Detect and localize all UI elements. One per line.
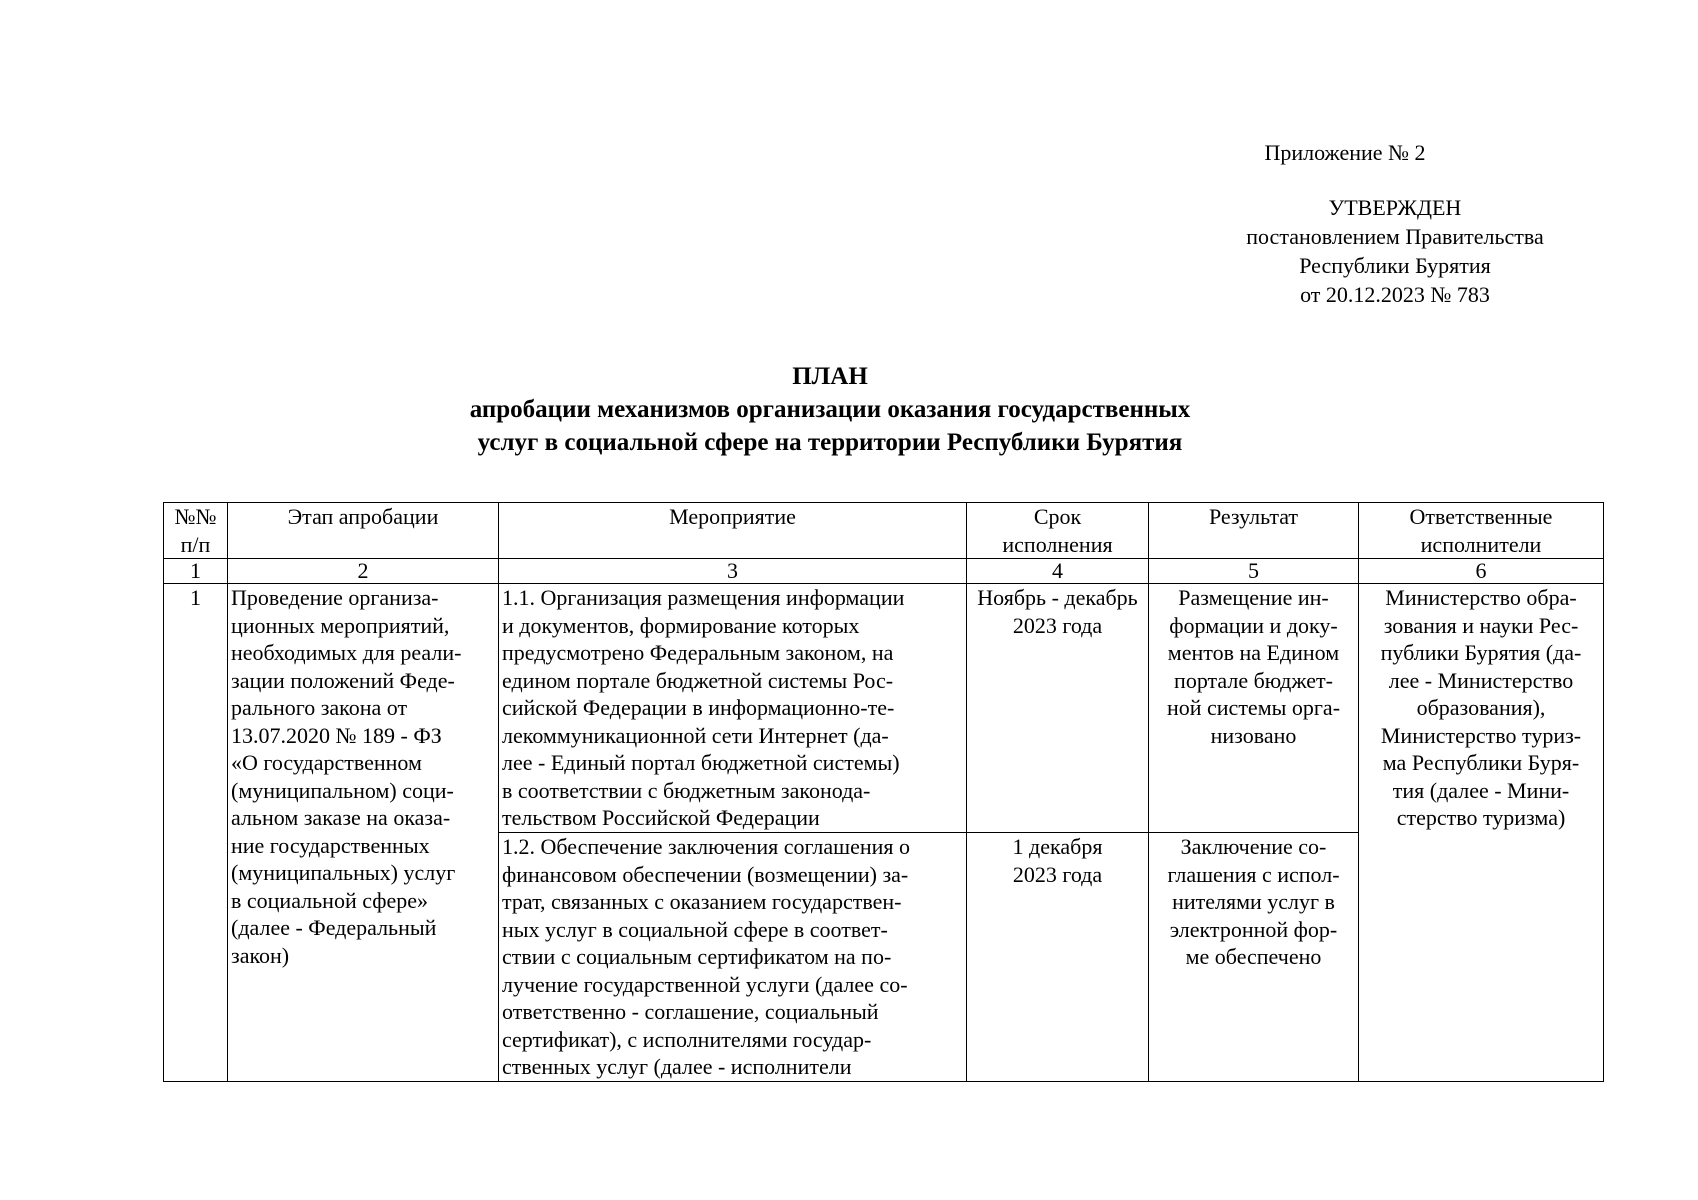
appendix-label: Приложение № 2 [1264, 140, 1426, 165]
approved-label: УТВЕРЖДЕН [1328, 195, 1462, 220]
title-line-3: услуг в социальной сфере на территории Республики Бурятия [477, 429, 1183, 456]
deadline-cell: 1 декабря 2023 года [967, 833, 1149, 1082]
responsible-cell: Министерство обра- зования и науки Рес- публики Бурятия (да- лее - Министерство образования), Министерство туриз- ма Республики Буря- тия (далее - Мини- стерство туризма) [1359, 584, 1604, 1082]
approval-line-3: от 20.12.2023 № 783 [1300, 282, 1490, 307]
activity-cell: 1.2. Обеспечение заключения соглашения о финансовом обеспечении (возмещении) за- трат, связанных с оказанием государствен- ных услуг в социальной сфере в соответ- ствии с социальным сертификатом на по- лучение государственной услуги (далее со- ответственно - соглашение, социальный сертификат), с исполнителями государ- ственных услуг (далее - исполнители [499, 833, 967, 1082]
activity-cell: 1.1. Организация размещения информации и документов, формирование которых предусмотрено Федеральным законом, на едином портале бюджетной системы Рос- сийской Федерации в информационно-те- лекоммуникационной сети Интернет (да- лее - Единый портал бюджетной системы) в соответствии с бюджетным законода- тельством Российской Федерации [499, 584, 967, 833]
header-cell-result: Результат [1149, 503, 1359, 559]
column-number: 2 [228, 559, 499, 584]
column-number: 4 [967, 559, 1149, 584]
approval-block [1180, 138, 1610, 309]
header-cell-activity: Мероприятие [499, 503, 967, 559]
stage-cell: Проведение организа- ционных мероприятий, необходимых для реали- зации положений Феде- рального закона от 13.07.2020 № 189 - ФЗ «О государственном (муниципальном) соци- альном заказе на оказа- ние государственных (муниципальных) услуг в социальной сфере» (далее - Федеральный закон) [228, 584, 499, 1082]
row-number-cell: 1 [164, 584, 228, 1082]
column-number: 1 [164, 559, 228, 584]
header-cell-num: №№ п/п [164, 503, 228, 559]
title-line-1: ПЛАН [792, 363, 868, 390]
deadline-cell: Ноябрь - декабрь 2023 года [967, 584, 1149, 833]
column-number: 5 [1149, 559, 1359, 584]
approval-line-1: постановлением Правительства [1246, 224, 1544, 249]
plan-table [163, 502, 1604, 1082]
table-number-row [164, 559, 1604, 584]
column-number: 3 [499, 559, 967, 584]
table-row [164, 584, 1604, 833]
approval-line-2: Республики Бурятия [1299, 253, 1491, 278]
header-cell-responsible: Ответственные исполнители [1359, 503, 1604, 559]
result-cell: Заключение со- глашения с испол- нителями услуг в электронной фор- ме обеспечено [1149, 833, 1359, 1082]
header-cell-stage: Этап апробации [228, 503, 499, 559]
result-cell: Размещение ин- формации и доку- ментов на Едином портале бюджет- ной системы орга- низовано [1149, 584, 1359, 833]
title-line-2: апробации механизмов организации оказания государственных [469, 396, 1191, 423]
table-header-row [164, 503, 1604, 559]
document-title [300, 360, 1360, 459]
column-number: 6 [1359, 559, 1604, 584]
header-cell-deadline: Срок исполнения [967, 503, 1149, 559]
